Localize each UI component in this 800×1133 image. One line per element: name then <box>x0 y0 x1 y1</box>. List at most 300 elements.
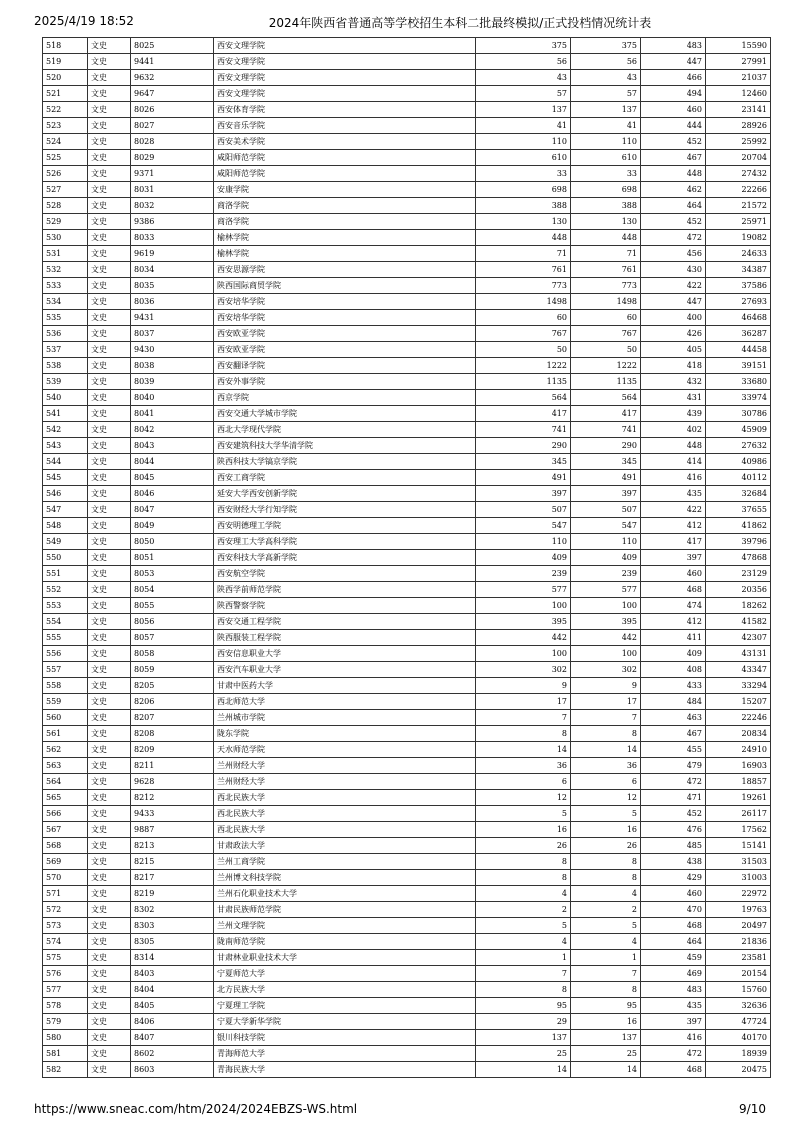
min-score-cell: 430 <box>641 262 706 278</box>
row-index-cell: 564 <box>43 774 88 790</box>
plan-count-cell: 290 <box>476 438 571 454</box>
min-score-cell: 485 <box>641 838 706 854</box>
table-row <box>43 598 771 614</box>
min-rank-cell: 22266 <box>706 182 771 198</box>
school-name-cell: 西安财经大学行知学院 <box>214 502 476 518</box>
row-index-cell: 548 <box>43 518 88 534</box>
table-row <box>43 742 771 758</box>
min-rank-cell: 39796 <box>706 534 771 550</box>
plan-count-cell: 1498 <box>476 294 571 310</box>
admitted-count-cell: 302 <box>571 662 641 678</box>
category-cell: 文史 <box>88 342 131 358</box>
school-name-cell: 西安音乐学院 <box>214 118 476 134</box>
table-row <box>43 358 771 374</box>
school-name-cell: 安康学院 <box>214 182 476 198</box>
plan-count-cell: 698 <box>476 182 571 198</box>
min-score-cell: 435 <box>641 486 706 502</box>
plan-count-cell: 8 <box>476 854 571 870</box>
school-name-cell: 西安交通大学城市学院 <box>214 406 476 422</box>
min-rank-cell: 24633 <box>706 246 771 262</box>
school-name-cell: 西安理工大学高科学院 <box>214 534 476 550</box>
category-cell: 文史 <box>88 822 131 838</box>
category-cell: 文史 <box>88 198 131 214</box>
school-code-cell: 8407 <box>131 1030 214 1046</box>
min-rank-cell: 45909 <box>706 422 771 438</box>
school-code-cell: 8205 <box>131 678 214 694</box>
row-index-cell: 578 <box>43 998 88 1014</box>
min-score-cell: 472 <box>641 774 706 790</box>
min-rank-cell: 26117 <box>706 806 771 822</box>
school-code-cell: 8042 <box>131 422 214 438</box>
row-index-cell: 532 <box>43 262 88 278</box>
row-index-cell: 565 <box>43 790 88 806</box>
admitted-count-cell: 50 <box>571 342 641 358</box>
row-index-cell: 523 <box>43 118 88 134</box>
category-cell: 文史 <box>88 630 131 646</box>
row-index-cell: 542 <box>43 422 88 438</box>
school-name-cell: 西安汽车职业大学 <box>214 662 476 678</box>
admitted-count-cell: 409 <box>571 550 641 566</box>
admitted-count-cell: 442 <box>571 630 641 646</box>
school-name-cell: 西安建筑科技大学华清学院 <box>214 438 476 454</box>
plan-count-cell: 9 <box>476 678 571 694</box>
school-code-cell: 8036 <box>131 294 214 310</box>
school-code-cell: 8206 <box>131 694 214 710</box>
plan-count-cell: 564 <box>476 390 571 406</box>
category-cell: 文史 <box>88 102 131 118</box>
school-code-cell: 8043 <box>131 438 214 454</box>
school-name-cell: 西安信息职业大学 <box>214 646 476 662</box>
min-rank-cell: 19082 <box>706 230 771 246</box>
school-name-cell: 兰州财经大学 <box>214 774 476 790</box>
category-cell: 文史 <box>88 406 131 422</box>
school-code-cell: 8403 <box>131 966 214 982</box>
admitted-count-cell: 577 <box>571 582 641 598</box>
min-rank-cell: 41862 <box>706 518 771 534</box>
min-score-cell: 418 <box>641 358 706 374</box>
table-row <box>43 230 771 246</box>
school-code-cell: 8025 <box>131 38 214 54</box>
category-cell: 文史 <box>88 502 131 518</box>
admitted-count-cell: 14 <box>571 742 641 758</box>
row-index-cell: 563 <box>43 758 88 774</box>
school-name-cell: 咸阳师范学院 <box>214 166 476 182</box>
school-name-cell: 咸阳师范学院 <box>214 150 476 166</box>
row-index-cell: 580 <box>43 1030 88 1046</box>
min-score-cell: 460 <box>641 886 706 902</box>
school-name-cell: 西安欧亚学院 <box>214 342 476 358</box>
min-rank-cell: 27693 <box>706 294 771 310</box>
school-code-cell: 8031 <box>131 182 214 198</box>
row-index-cell: 581 <box>43 1046 88 1062</box>
school-code-cell: 9441 <box>131 54 214 70</box>
admitted-count-cell: 388 <box>571 198 641 214</box>
min-rank-cell: 20475 <box>706 1062 771 1078</box>
school-name-cell: 陇东学院 <box>214 726 476 742</box>
school-name-cell: 西安科技大学高新学院 <box>214 550 476 566</box>
min-rank-cell: 41582 <box>706 614 771 630</box>
min-score-cell: 470 <box>641 902 706 918</box>
min-rank-cell: 32636 <box>706 998 771 1014</box>
plan-count-cell: 409 <box>476 550 571 566</box>
min-score-cell: 483 <box>641 982 706 998</box>
min-score-cell: 460 <box>641 102 706 118</box>
admitted-count-cell: 43 <box>571 70 641 86</box>
table-row <box>43 982 771 998</box>
min-rank-cell: 37586 <box>706 278 771 294</box>
plan-count-cell: 741 <box>476 422 571 438</box>
school-code-cell: 8041 <box>131 406 214 422</box>
row-index-cell: 518 <box>43 38 88 54</box>
admitted-count-cell: 741 <box>571 422 641 438</box>
min-score-cell: 476 <box>641 822 706 838</box>
table-row <box>43 502 771 518</box>
category-cell: 文史 <box>88 86 131 102</box>
category-cell: 文史 <box>88 710 131 726</box>
min-rank-cell: 21572 <box>706 198 771 214</box>
min-score-cell: 416 <box>641 470 706 486</box>
plan-count-cell: 6 <box>476 774 571 790</box>
min-score-cell: 444 <box>641 118 706 134</box>
category-cell: 文史 <box>88 566 131 582</box>
category-cell: 文史 <box>88 758 131 774</box>
row-index-cell: 560 <box>43 710 88 726</box>
row-index-cell: 539 <box>43 374 88 390</box>
row-index-cell: 551 <box>43 566 88 582</box>
row-index-cell: 530 <box>43 230 88 246</box>
table-row <box>43 886 771 902</box>
school-code-cell: 8404 <box>131 982 214 998</box>
admitted-count-cell: 100 <box>571 646 641 662</box>
min-rank-cell: 15141 <box>706 838 771 854</box>
plan-count-cell: 4 <box>476 934 571 950</box>
min-rank-cell: 32684 <box>706 486 771 502</box>
school-code-cell: 8035 <box>131 278 214 294</box>
row-index-cell: 537 <box>43 342 88 358</box>
school-code-cell: 8211 <box>131 758 214 774</box>
category-cell: 文史 <box>88 678 131 694</box>
table-row <box>43 102 771 118</box>
school-code-cell: 8047 <box>131 502 214 518</box>
plan-count-cell: 56 <box>476 54 571 70</box>
min-rank-cell: 30786 <box>706 406 771 422</box>
plan-count-cell: 17 <box>476 694 571 710</box>
category-cell: 文史 <box>88 38 131 54</box>
min-score-cell: 426 <box>641 326 706 342</box>
school-code-cell: 9433 <box>131 806 214 822</box>
category-cell: 文史 <box>88 150 131 166</box>
row-index-cell: 525 <box>43 150 88 166</box>
row-index-cell: 552 <box>43 582 88 598</box>
row-index-cell: 559 <box>43 694 88 710</box>
plan-count-cell: 345 <box>476 454 571 470</box>
plan-count-cell: 100 <box>476 646 571 662</box>
category-cell: 文史 <box>88 310 131 326</box>
admitted-count-cell: 375 <box>571 38 641 54</box>
min-rank-cell: 46468 <box>706 310 771 326</box>
school-code-cell: 8213 <box>131 838 214 854</box>
school-name-cell: 兰州城市学院 <box>214 710 476 726</box>
table-row <box>43 454 771 470</box>
table-row <box>43 198 771 214</box>
category-cell: 文史 <box>88 134 131 150</box>
plan-count-cell: 60 <box>476 310 571 326</box>
min-rank-cell: 33294 <box>706 678 771 694</box>
category-cell: 文史 <box>88 374 131 390</box>
min-score-cell: 464 <box>641 198 706 214</box>
school-code-cell: 8032 <box>131 198 214 214</box>
admitted-count-cell: 130 <box>571 214 641 230</box>
admission-table <box>42 37 771 1078</box>
row-index-cell: 526 <box>43 166 88 182</box>
category-cell: 文史 <box>88 582 131 598</box>
plan-count-cell: 100 <box>476 598 571 614</box>
table-row <box>43 918 771 934</box>
school-code-cell: 8059 <box>131 662 214 678</box>
min-score-cell: 416 <box>641 1030 706 1046</box>
plan-count-cell: 8 <box>476 726 571 742</box>
admitted-count-cell: 2 <box>571 902 641 918</box>
table-row <box>43 422 771 438</box>
plan-count-cell: 375 <box>476 38 571 54</box>
table-row <box>43 150 771 166</box>
min-score-cell: 439 <box>641 406 706 422</box>
category-cell: 文史 <box>88 966 131 982</box>
min-rank-cell: 21037 <box>706 70 771 86</box>
table-row <box>43 262 771 278</box>
admitted-count-cell: 417 <box>571 406 641 422</box>
min-rank-cell: 23141 <box>706 102 771 118</box>
table-row <box>43 726 771 742</box>
school-code-cell: 8602 <box>131 1046 214 1062</box>
min-rank-cell: 18857 <box>706 774 771 790</box>
school-code-cell: 8217 <box>131 870 214 886</box>
min-score-cell: 431 <box>641 390 706 406</box>
min-score-cell: 468 <box>641 918 706 934</box>
row-index-cell: 577 <box>43 982 88 998</box>
school-name-cell: 陕西学前师范学院 <box>214 582 476 598</box>
min-rank-cell: 20356 <box>706 582 771 598</box>
school-name-cell: 西北民族大学 <box>214 790 476 806</box>
school-code-cell: 9887 <box>131 822 214 838</box>
table-row <box>43 614 771 630</box>
row-index-cell: 529 <box>43 214 88 230</box>
table-row <box>43 118 771 134</box>
admitted-count-cell: 41 <box>571 118 641 134</box>
admitted-count-cell: 36 <box>571 758 641 774</box>
min-rank-cell: 25992 <box>706 134 771 150</box>
min-rank-cell: 40112 <box>706 470 771 486</box>
row-index-cell: 573 <box>43 918 88 934</box>
min-rank-cell: 20704 <box>706 150 771 166</box>
category-cell: 文史 <box>88 1014 131 1030</box>
table-row <box>43 710 771 726</box>
table-row <box>43 1030 771 1046</box>
school-code-cell: 9430 <box>131 342 214 358</box>
min-rank-cell: 37655 <box>706 502 771 518</box>
table-row <box>43 838 771 854</box>
school-name-cell: 西安培华学院 <box>214 310 476 326</box>
admitted-count-cell: 110 <box>571 134 641 150</box>
plan-count-cell: 14 <box>476 742 571 758</box>
school-code-cell: 9371 <box>131 166 214 182</box>
admitted-count-cell: 507 <box>571 502 641 518</box>
category-cell: 文史 <box>88 806 131 822</box>
school-name-cell: 青海民族大学 <box>214 1062 476 1078</box>
admitted-count-cell: 345 <box>571 454 641 470</box>
min-rank-cell: 31003 <box>706 870 771 886</box>
table-row <box>43 342 771 358</box>
category-cell: 文史 <box>88 790 131 806</box>
school-name-cell: 西安培华学院 <box>214 294 476 310</box>
min-rank-cell: 27991 <box>706 54 771 70</box>
table-row <box>43 758 771 774</box>
school-code-cell: 8039 <box>131 374 214 390</box>
row-index-cell: 561 <box>43 726 88 742</box>
row-index-cell: 575 <box>43 950 88 966</box>
row-index-cell: 546 <box>43 486 88 502</box>
min-rank-cell: 24910 <box>706 742 771 758</box>
min-score-cell: 411 <box>641 630 706 646</box>
table-row <box>43 806 771 822</box>
row-index-cell: 540 <box>43 390 88 406</box>
table-row <box>43 134 771 150</box>
min-score-cell: 462 <box>641 182 706 198</box>
school-code-cell: 8305 <box>131 934 214 950</box>
school-name-cell: 西北民族大学 <box>214 822 476 838</box>
min-score-cell: 400 <box>641 310 706 326</box>
admitted-count-cell: 5 <box>571 806 641 822</box>
plan-count-cell: 417 <box>476 406 571 422</box>
table-row <box>43 534 771 550</box>
row-index-cell: 538 <box>43 358 88 374</box>
row-index-cell: 544 <box>43 454 88 470</box>
school-name-cell: 兰州博文科技学院 <box>214 870 476 886</box>
table-row <box>43 902 771 918</box>
table-row <box>43 630 771 646</box>
school-code-cell: 8028 <box>131 134 214 150</box>
min-score-cell: 468 <box>641 1062 706 1078</box>
admitted-count-cell: 1222 <box>571 358 641 374</box>
school-name-cell: 陕西国际商贸学院 <box>214 278 476 294</box>
admitted-count-cell: 1 <box>571 950 641 966</box>
min-rank-cell: 23581 <box>706 950 771 966</box>
plan-count-cell: 610 <box>476 150 571 166</box>
row-index-cell: 519 <box>43 54 88 70</box>
school-name-cell: 兰州石化职业技术大学 <box>214 886 476 902</box>
school-name-cell: 甘肃林业职业技术大学 <box>214 950 476 966</box>
school-name-cell: 陕西警察学院 <box>214 598 476 614</box>
min-score-cell: 452 <box>641 134 706 150</box>
min-score-cell: 472 <box>641 230 706 246</box>
school-name-cell: 宁夏师范大学 <box>214 966 476 982</box>
category-cell: 文史 <box>88 534 131 550</box>
table-row <box>43 310 771 326</box>
plan-count-cell: 36 <box>476 758 571 774</box>
row-index-cell: 527 <box>43 182 88 198</box>
min-score-cell: 479 <box>641 758 706 774</box>
table-row <box>43 694 771 710</box>
category-cell: 文史 <box>88 518 131 534</box>
table-row <box>43 662 771 678</box>
plan-count-cell: 33 <box>476 166 571 182</box>
school-code-cell: 8045 <box>131 470 214 486</box>
category-cell: 文史 <box>88 886 131 902</box>
row-index-cell: 568 <box>43 838 88 854</box>
school-name-cell: 西安文理学院 <box>214 86 476 102</box>
school-name-cell: 兰州工商学院 <box>214 854 476 870</box>
school-code-cell: 8405 <box>131 998 214 1014</box>
school-code-cell: 8058 <box>131 646 214 662</box>
school-name-cell: 商洛学院 <box>214 214 476 230</box>
school-code-cell: 8053 <box>131 566 214 582</box>
min-score-cell: 397 <box>641 550 706 566</box>
table-row <box>43 470 771 486</box>
school-code-cell: 9386 <box>131 214 214 230</box>
school-name-cell: 西安翻译学院 <box>214 358 476 374</box>
min-rank-cell: 33680 <box>706 374 771 390</box>
plan-count-cell: 507 <box>476 502 571 518</box>
school-code-cell: 9431 <box>131 310 214 326</box>
school-name-cell: 陕西服装工程学院 <box>214 630 476 646</box>
row-index-cell: 572 <box>43 902 88 918</box>
school-name-cell: 西安文理学院 <box>214 70 476 86</box>
min-rank-cell: 25971 <box>706 214 771 230</box>
category-cell: 文史 <box>88 742 131 758</box>
school-code-cell: 8037 <box>131 326 214 342</box>
min-rank-cell: 15590 <box>706 38 771 54</box>
print-datetime: 2025/4/19 18:52 <box>34 14 134 28</box>
row-index-cell: 528 <box>43 198 88 214</box>
min-score-cell: 472 <box>641 1046 706 1062</box>
min-rank-cell: 22972 <box>706 886 771 902</box>
min-rank-cell: 20497 <box>706 918 771 934</box>
school-name-cell: 兰州财经大学 <box>214 758 476 774</box>
row-index-cell: 570 <box>43 870 88 886</box>
min-score-cell: 435 <box>641 998 706 1014</box>
school-name-cell: 西安文理学院 <box>214 54 476 70</box>
min-score-cell: 467 <box>641 150 706 166</box>
school-code-cell: 8038 <box>131 358 214 374</box>
plan-count-cell: 41 <box>476 118 571 134</box>
category-cell: 文史 <box>88 486 131 502</box>
min-score-cell: 469 <box>641 966 706 982</box>
school-code-cell: 8057 <box>131 630 214 646</box>
plan-count-cell: 71 <box>476 246 571 262</box>
plan-count-cell: 1222 <box>476 358 571 374</box>
table-row <box>43 486 771 502</box>
min-rank-cell: 18939 <box>706 1046 771 1062</box>
min-score-cell: 408 <box>641 662 706 678</box>
min-rank-cell: 20834 <box>706 726 771 742</box>
row-index-cell: 571 <box>43 886 88 902</box>
category-cell: 文史 <box>88 182 131 198</box>
admitted-count-cell: 12 <box>571 790 641 806</box>
school-code-cell: 9619 <box>131 246 214 262</box>
table-row <box>43 550 771 566</box>
category-cell: 文史 <box>88 614 131 630</box>
table-row <box>43 54 771 70</box>
category-cell: 文史 <box>88 694 131 710</box>
school-code-cell: 8215 <box>131 854 214 870</box>
min-score-cell: 483 <box>641 38 706 54</box>
school-name-cell: 天水师范学院 <box>214 742 476 758</box>
plan-count-cell: 7 <box>476 710 571 726</box>
school-code-cell: 8603 <box>131 1062 214 1078</box>
plan-count-cell: 395 <box>476 614 571 630</box>
row-index-cell: 557 <box>43 662 88 678</box>
table-row <box>43 1062 771 1078</box>
